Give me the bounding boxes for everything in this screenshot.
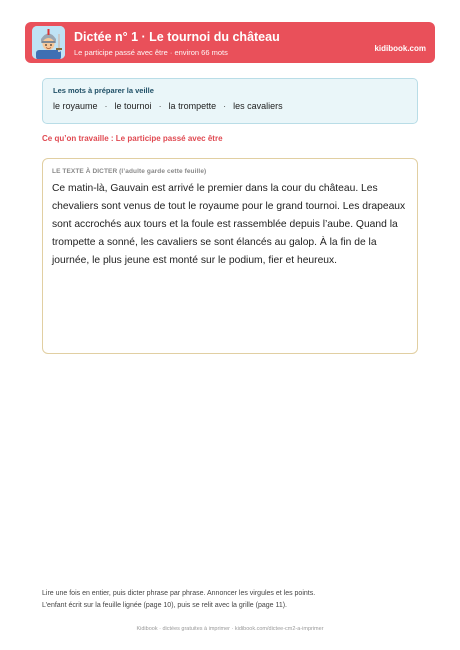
instructions: [42, 588, 315, 612]
prep-word: les cavaliers: [233, 101, 283, 111]
word-separator: ·: [223, 101, 227, 111]
words-to-prepare-box: [42, 78, 418, 124]
words-to-prepare-title: Les mots à préparer la veille: [53, 86, 154, 95]
word-separator: ·: [158, 101, 162, 111]
dictation-label: LE TEXTE À DICTER (l’adulte garde cette feuille): [52, 168, 207, 175]
instruction-line: Lire une fois en entier, puis dicter phrase par phrase. Annoncer les virgules et les points.: [42, 590, 316, 597]
words-to-prepare-list: [53, 101, 283, 111]
prep-word: le tournoi: [114, 101, 152, 111]
dictation-text-box: [42, 158, 418, 354]
brand-link[interactable]: kidibook.com: [374, 44, 426, 53]
dictation-text: Ce matin-là, Gauvain est arrivé le premier dans la cour du château. Les chevaliers sont venus de tout le royaume pour le grand tournoi. Les drapeaux sont accrochés aux tours et la foule est rassemblée depuis l’aube. Quand la trompette a sonné, les cavaliers se sont élancés au galop. À la fin de la journée, le plus jeune est monté sur le podium, fier et heureux.: [52, 183, 406, 266]
page-footer: Kidibook · dictées gratuites à imprimer · kidibook.com/dictee-cm2-a-imprimer: [136, 626, 324, 632]
page-subtitle: Le participe passé avec être · environ 66 mots: [74, 48, 228, 57]
instruction-line: L’enfant écrit sur la feuille lignée (page 10), puis se relit avec la grille (page 11).: [42, 602, 288, 609]
knight-avatar-icon: [32, 26, 65, 59]
word-separator: ·: [104, 101, 108, 111]
learning-focus: Ce qu’on travaille : Le participe passé avec être: [42, 134, 223, 143]
prep-word: la trompette: [168, 101, 217, 111]
prep-word: le royaume: [53, 101, 98, 111]
page-header: [25, 22, 435, 63]
page-title: Dictée n° 1 · Le tournoi du château: [74, 30, 280, 44]
